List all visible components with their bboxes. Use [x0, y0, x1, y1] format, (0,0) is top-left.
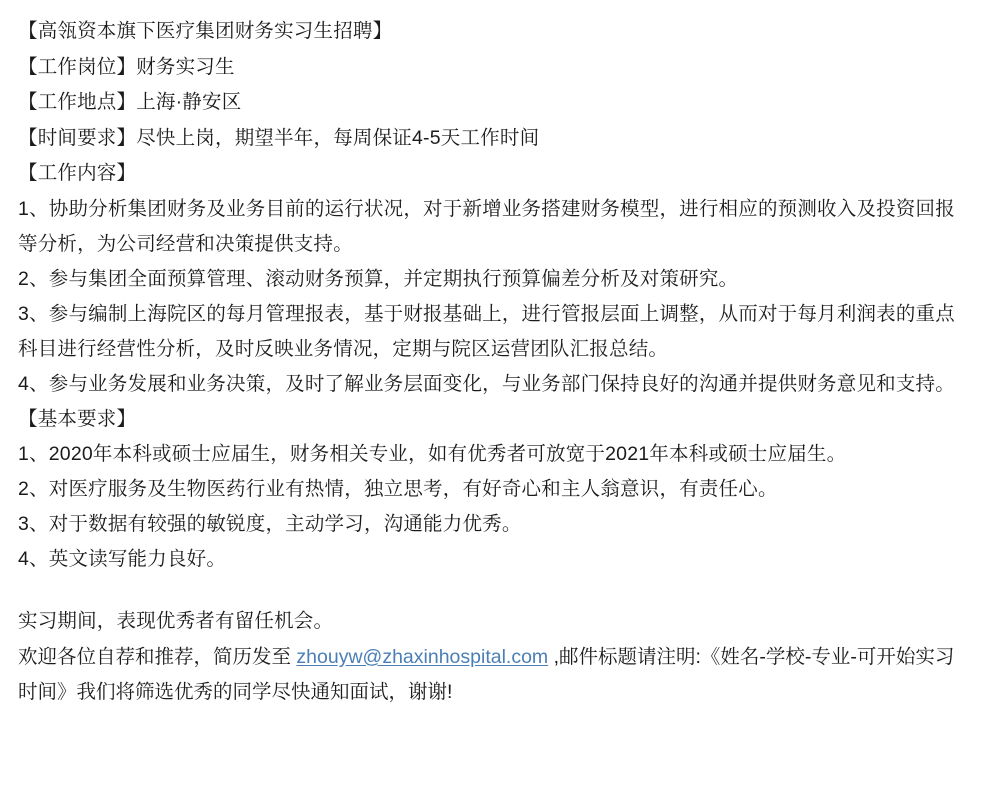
contact-prefix-text: 欢迎各位自荐和推荐，简历发至	[18, 645, 297, 668]
posting-title: 【高瓴资本旗下医疗集团财务实习生招聘】	[18, 20, 393, 42]
requirement-item-1: 1、2020年本科或硕士应届生，财务相关专业，如有优秀者可放宽于2021年本科或硕士应届生。	[18, 443, 847, 465]
duty-item-4: 4、参与业务发展和业务决策，及时了解业务层面变化，与业务部门保持良好的沟通并提供财务意见和支持。	[18, 372, 955, 395]
field-time-requirement: 【时间要求】尽快上岗，期望半年，每周保证4-5天工作时间	[18, 126, 540, 149]
duty-item-2: 2、参与集团全面预算管理、滚动财务预算，并定期执行预算偏差分析及对策研究。	[18, 267, 739, 290]
duty-item-3: 3、参与编制上海院区的每月管理报表，基于财报基础上，进行管报层面上调整，从而对于每月利润表的重点科目进行经营性分析，及时反映业务情况，定期与院区运营团队汇报总结。	[18, 302, 955, 360]
requirement-item-3: 3、对于数据有较强的敏锐度，主动学习，沟通能力优秀。	[18, 513, 522, 535]
contact-suffix-text: ,邮件标题请注明:《姓名-学校-专业-可开始实习时间》我们将筛选优秀的同学尽快通知面试，谢谢!	[18, 645, 955, 703]
paragraph-spacer	[18, 577, 971, 604]
requirement-item-4: 4、英文读写能力良好。	[18, 548, 227, 570]
section-heading-basic-requirements: 【基本要求】	[18, 407, 137, 430]
contact-line	[18, 640, 971, 711]
section-heading-job-content: 【工作内容】	[18, 162, 137, 184]
field-location: 【工作地点】上海·静安区	[18, 91, 242, 113]
closing-note: 实习期间，表现优秀者有留任机会。	[18, 610, 334, 632]
duty-item-1: 1、协助分析集团财务及业务目前的运行状况，对于新增业务搭建财务模型，进行相应的预测收入及投资回报等分析，为公司经营和决策提供支持。	[18, 197, 955, 255]
field-position: 【工作岗位】财务实习生	[18, 55, 235, 78]
requirement-item-2: 2、对医疗服务及生物医药行业有热情，独立思考，有好奇心和主人翁意识，有责任心。	[18, 478, 778, 500]
email-link[interactable]: zhouyw@zhaxinhospital.com	[296, 645, 549, 668]
